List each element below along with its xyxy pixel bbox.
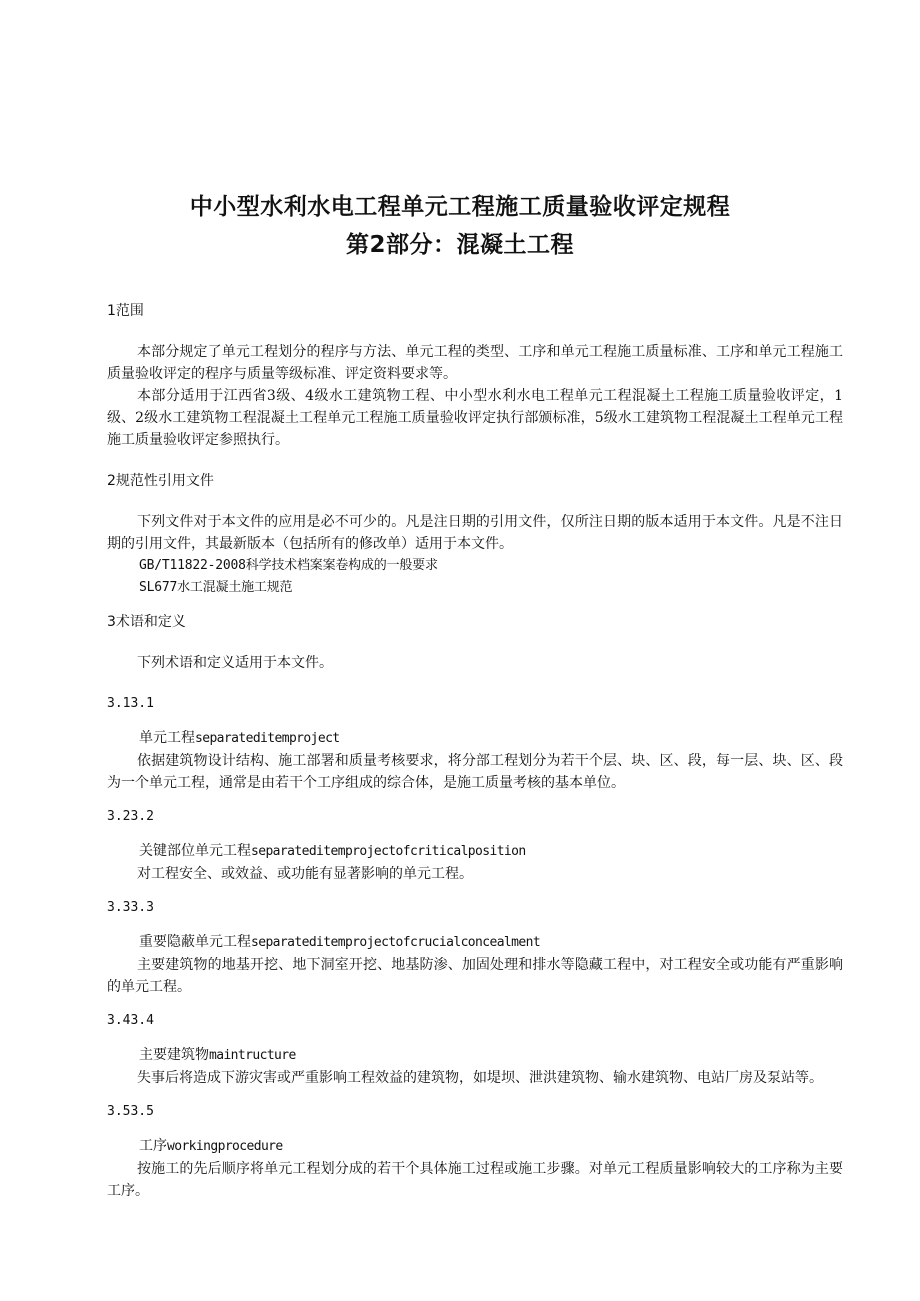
- term-entry: [107, 693, 843, 794]
- term-name: [107, 727, 843, 750]
- term-entry: [107, 897, 843, 998]
- term-name-en: separateditemprojectofcriticalposition: [251, 844, 526, 859]
- term-name-cn: 工序: [139, 1138, 167, 1154]
- scope-paragraph-1: 本部分规定了单元工程划分的程序与方法、单元工程的类型、工序和单元工程施工质量标准、工序和单元工程施工质量验收评定的程序与质量等级标准、评定资料要求等。: [107, 344, 843, 382]
- reference-item: GB/T11822-2008科学技术档案案卷构成的一般要求: [139, 558, 438, 573]
- term-entry: [107, 1101, 843, 1202]
- section-heading-terms: 3术语和定义: [107, 614, 186, 630]
- term-number: 3.33.3: [107, 900, 154, 915]
- term-name: [107, 1044, 843, 1067]
- term-name-en: maintructure: [209, 1048, 296, 1063]
- term-name-cn: 单元工程: [139, 730, 195, 746]
- term-name-cn: 主要建筑物: [139, 1047, 209, 1063]
- section-heading-normative-references: 2规范性引用文件: [107, 473, 214, 489]
- term-definition: 按施工的先后顺序将单元工程划分成的若干个具体施工过程或施工步骤。对单元工程质量影响较大的工序称为主要工序。: [107, 1161, 843, 1199]
- term-name-cn: 关键部位单元工程: [139, 843, 251, 859]
- term-name-en: separateditemprojectofcrucialconcealment: [251, 935, 541, 950]
- term-name-en: separateditemproject: [195, 731, 340, 746]
- term-name: [107, 1135, 843, 1158]
- term-definition: 主要建筑物的地基开挖、地下洞室开挖、地基防渗、加固处理和排水等隐藏工程中，对工程安全或功能有严重影响的单元工程。: [107, 957, 843, 995]
- term-number: 3.53.5: [107, 1104, 154, 1119]
- section-heading-scope: 1范围: [107, 303, 144, 319]
- references-paragraph: 下列文件对于本文件的应用是必不可少的。凡是注日期的引用文件，仅所注日期的版本适用于本文件。凡是不注日期的引用文件，其最新版本（包括所有的修改单）适用于本文件。: [107, 514, 843, 552]
- reference-item: SL677水工混凝土施工规范: [139, 580, 293, 595]
- term-entry: [107, 806, 843, 885]
- term-name-en: workingprocedure: [167, 1139, 283, 1154]
- term-definition: 失事后将造成下游灾害或严重影响工程效益的建筑物，如堤坝、泄洪建筑物、输水建筑物、电站厂房及泵站等。: [137, 1070, 823, 1086]
- title-line-1: 中小型水利水电工程单元工程施工质量验收评定规程: [189, 194, 731, 220]
- scope-paragraph-2: 本部分适用于江西省3级、4级水工建筑物工程、中小型水利水电工程单元工程混凝土工程施工质量验收评定，1级、2级水工建筑物工程混凝土工程单元工程施工质量验收评定执行部颁标准，5级水工建筑物工程混凝土工程单元工程施工质量验收评定参照执行。: [107, 388, 843, 448]
- term-definition: 对工程安全、或效益、或功能有显著影响的单元工程。: [137, 866, 473, 882]
- terms-intro-paragraph: 下列术语和定义适用于本文件。: [137, 655, 333, 671]
- term-number: 3.43.4: [107, 1013, 154, 1028]
- term-number: 3.23.2: [107, 809, 154, 824]
- term-name: [107, 931, 843, 954]
- title-line-2: 第2部分：混凝土工程: [345, 232, 574, 258]
- term-number: 3.13.1: [107, 696, 154, 711]
- document-title: [0, 188, 920, 264]
- document-body: [107, 300, 843, 1202]
- term-name: [107, 840, 843, 863]
- term-entry: [107, 1010, 843, 1089]
- term-definition: 依据建筑物设计结构、施工部署和质量考核要求，将分部工程划分为若干个层、块、区、段，每一层、块、区、段为一个单元工程，通常是由若干个工序组成的综合体，是施工质量考核的基本单位。: [107, 753, 843, 791]
- term-name-cn: 重要隐蔽单元工程: [139, 934, 251, 950]
